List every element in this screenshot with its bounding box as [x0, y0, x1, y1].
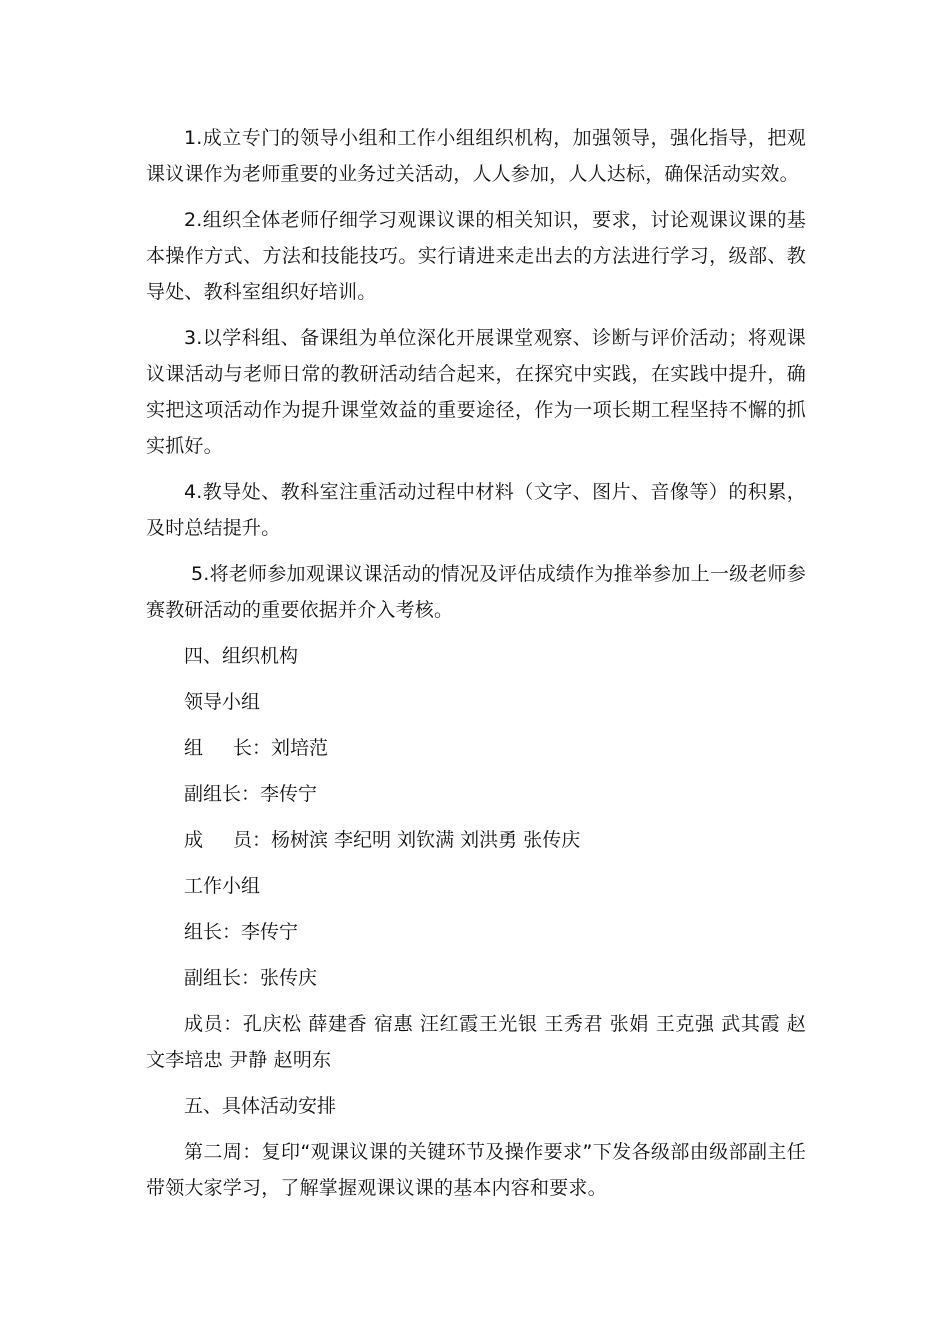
section-5-heading: 五、具体活动安排: [184, 1095, 337, 1117]
leadership-deputy-line: 副组长：李传宁: [184, 783, 318, 805]
paragraph-1: 1.成立专门的领导小组和工作小组组织机构，加强领导，强化指导，把观课议课作为老师重要的业务过关活动，人人参加，人人达标，确保活动实效。: [146, 127, 806, 185]
leadership-members-line: [146, 822, 806, 858]
paragraph-2: 2.组织全体老师仔细学习观课议课的相关知识，要求，讨论观课议课的基本操作方式、方法和技能技巧。实行请进来走出去的方法进行学习，级部、教导处、教科室组织好培训。: [146, 209, 806, 303]
paragraph-3: 3.以学科组、备课组为单位深化开展课堂观察、诊断与评价活动；将观课议课活动与老师日常的教研活动结合起来，在探究中实践，在实践中提升，确实把这项活动作为提升课堂效益的重要途径，作为一项长期工程坚持不懈的抓实抓好。: [146, 327, 806, 457]
working-deputy-line: 副组长：张传庆: [184, 967, 318, 989]
working-members-line: 成员：孔庆松 薛建香 宿惠 汪红霞王光银 王秀君 张娟 王克强 武其霞 赵文李培忠 尹静 赵明东: [146, 1013, 806, 1071]
working-group-title: 工作小组: [184, 875, 261, 897]
section-4-heading: 四、组织机构: [184, 645, 299, 667]
members-names: 杨树滨 李纪明 刘钦满 刘洪勇 张传庆: [271, 829, 581, 851]
leadership-group-title: 领导小组: [184, 691, 261, 713]
week-2-arrangement: 第二周：复印“观课议课的关键环节及操作要求”下发各级部由级部副主任带领大家学习，了解掌握观课议课的基本内容和要求。: [146, 1141, 806, 1199]
paragraph-4: 4.教导处、教科室注重活动过程中材料（文字、图片、音像等）的积累，及时总结提升。: [146, 481, 806, 539]
leader-label-a: 组: [184, 737, 204, 759]
members-label-b: 员：: [233, 829, 272, 851]
document-page: [146, 120, 806, 1216]
members-label-a: 成: [184, 829, 204, 851]
leadership-leader-line: [146, 730, 806, 766]
paragraph-5: 5.将老师参加观课议课活动的情况及评估成绩作为推举参加上一级老师参赛教研活动的重要依据并介入考核。: [146, 563, 806, 621]
leader-label-b: 长：: [233, 737, 272, 759]
working-leader-line: 组长：李传宁: [184, 921, 299, 943]
leader-name: 刘培范: [271, 737, 329, 759]
